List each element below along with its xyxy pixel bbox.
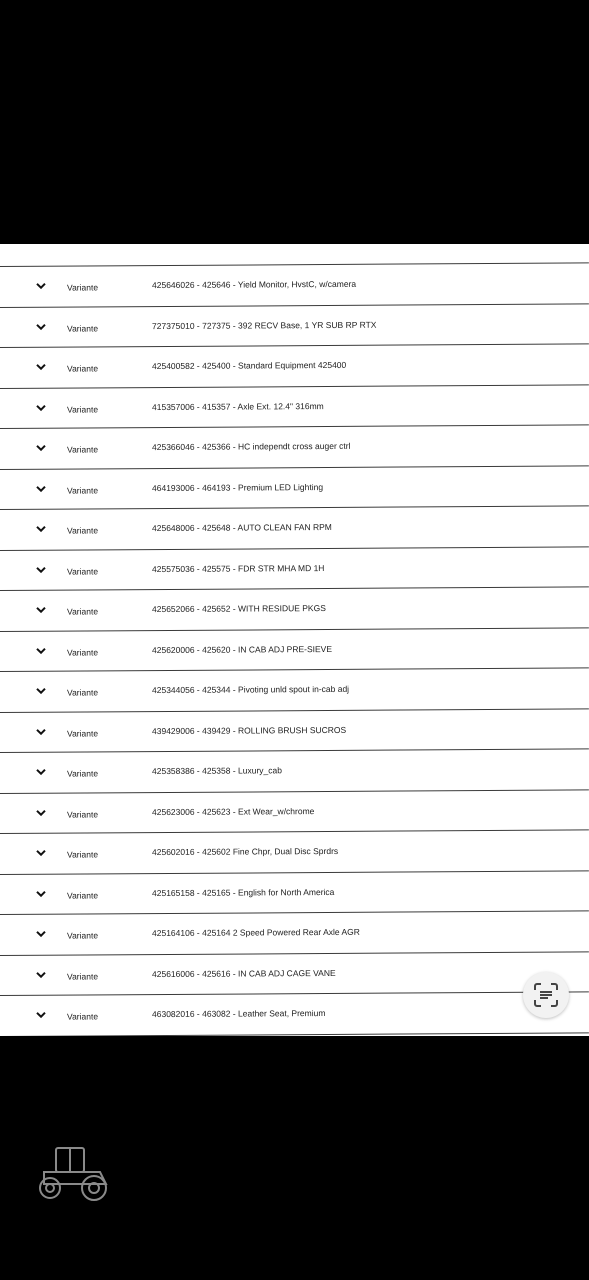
variant-label: Variante xyxy=(66,849,99,860)
variant-list xyxy=(0,244,589,1036)
chevron-down-icon[interactable] xyxy=(36,969,46,979)
variant-description: 425623006 - 425623 - Ext Wear_w/chrome xyxy=(151,805,315,817)
variant-row[interactable] xyxy=(0,870,589,914)
scan-text-button[interactable] xyxy=(523,972,569,1018)
variant-row[interactable] xyxy=(0,465,589,509)
variant-row[interactable] xyxy=(0,910,589,954)
chevron-down-icon[interactable] xyxy=(36,645,46,655)
chevron-down-icon[interactable] xyxy=(36,362,46,372)
variant-label: Variante xyxy=(66,525,99,536)
variant-description: 425620006 - 425620 - IN CAB ADJ PRE-SIEVE xyxy=(151,643,333,655)
chevron-down-icon[interactable] xyxy=(36,726,46,736)
variant-description: 425575036 - 425575 - FDR STR MHA MD 1H xyxy=(151,562,325,574)
variant-description: 425652066 - 425652 - WITH RESIDUE PKGS xyxy=(151,603,326,615)
chevron-down-icon[interactable] xyxy=(36,443,46,453)
chevron-down-icon[interactable] xyxy=(36,605,46,615)
variant-row[interactable] xyxy=(0,991,589,1035)
variant-label: Variante xyxy=(66,930,99,941)
chevron-down-icon[interactable] xyxy=(36,524,46,534)
variant-row[interactable] xyxy=(0,829,589,873)
variant-label: Variante xyxy=(66,282,99,293)
chevron-down-icon[interactable] xyxy=(36,848,46,858)
variant-label: Variante xyxy=(66,363,99,374)
variant-label: Variante xyxy=(66,646,99,658)
variant-description: 425366046 - 425366 - HC independt cross auger ctrl xyxy=(151,440,351,453)
variant-label: Variante xyxy=(66,1011,99,1022)
variant-description: 439429006 - 439429 - ROLLING BRUSH SUCROS xyxy=(151,724,347,736)
variant-label: Variante xyxy=(66,403,99,415)
variant-label: Variante xyxy=(66,484,99,496)
variant-row[interactable] xyxy=(0,424,589,468)
variant-label: Variante xyxy=(66,322,99,334)
variant-row[interactable] xyxy=(0,546,589,590)
variant-description: 425358386 - 425358 - Luxury_cab xyxy=(151,765,282,777)
variant-description: 425344056 - 425344 - Pivoting unld spout in-cab adj xyxy=(151,683,350,696)
variant-description: 464193006 - 464193 - Premium LED Lighting xyxy=(151,481,324,493)
variant-row[interactable] xyxy=(0,951,589,995)
variant-label: Variante xyxy=(66,565,99,577)
variant-row[interactable] xyxy=(0,586,589,630)
variant-description: 463082016 - 463082 - Leather Seat, Premium xyxy=(151,1008,326,1020)
variant-row[interactable] xyxy=(0,262,589,306)
variant-label: Variante xyxy=(66,444,99,455)
chevron-down-icon[interactable] xyxy=(36,281,46,291)
variant-row[interactable] xyxy=(0,789,589,833)
variant-row[interactable] xyxy=(0,667,589,711)
document-page xyxy=(0,244,589,1036)
chevron-down-icon[interactable] xyxy=(36,564,46,574)
variant-description: 425165158 - 425165 - English for North America xyxy=(151,886,335,898)
variant-label: Variante xyxy=(66,727,99,739)
variant-row[interactable] xyxy=(0,627,589,671)
variant-description: 425400582 - 425400 - Standard Equipment 425400 xyxy=(151,359,347,372)
variant-label: Variante xyxy=(66,606,99,617)
chevron-down-icon[interactable] xyxy=(36,321,46,331)
variant-row[interactable] xyxy=(0,303,589,347)
variant-description: 425616006 - 425616 - IN CAB ADJ CAGE VANE xyxy=(151,967,336,979)
variant-label: Variante xyxy=(66,970,99,982)
chevron-down-icon[interactable] xyxy=(36,483,46,493)
variant-row[interactable] xyxy=(0,505,589,549)
chevron-down-icon[interactable] xyxy=(36,686,46,696)
variant-description: 425602016 - 425602 Fine Chpr, Dual Disc Sprdrs xyxy=(151,845,339,858)
variant-label: Variante xyxy=(66,808,99,820)
variant-row[interactable] xyxy=(0,343,589,387)
chevron-down-icon[interactable] xyxy=(36,767,46,777)
scan-text-icon xyxy=(532,981,560,1009)
variant-row[interactable] xyxy=(0,748,589,792)
variant-description: 727375010 - 727375 - 392 RECV Base, 1 YR SUB RP RTX xyxy=(151,319,377,331)
variant-description: 425648006 - 425648 - AUTO CLEAN FAN RPM xyxy=(151,521,332,534)
tractor-icon xyxy=(34,1144,112,1202)
chevron-down-icon[interactable] xyxy=(36,888,46,898)
variant-description: 415357006 - 415357 - Axle Ext. 12.4" 316mm xyxy=(151,400,324,412)
chevron-down-icon[interactable] xyxy=(36,929,46,939)
chevron-down-icon[interactable] xyxy=(36,1010,46,1020)
variant-description: 425164106 - 425164 2 Speed Powered Rear Axle AGR xyxy=(151,926,360,939)
variant-label: Variante xyxy=(66,889,99,901)
variant-label: Variante xyxy=(66,768,99,779)
variant-row[interactable] xyxy=(0,384,589,428)
variant-label: Variante xyxy=(66,687,99,698)
variant-description: 425646026 - 425646 - Yield Monitor, HvstC, w/camera xyxy=(151,278,357,291)
chevron-down-icon[interactable] xyxy=(36,402,46,412)
variant-row[interactable] xyxy=(0,708,589,752)
chevron-down-icon[interactable] xyxy=(36,807,46,817)
